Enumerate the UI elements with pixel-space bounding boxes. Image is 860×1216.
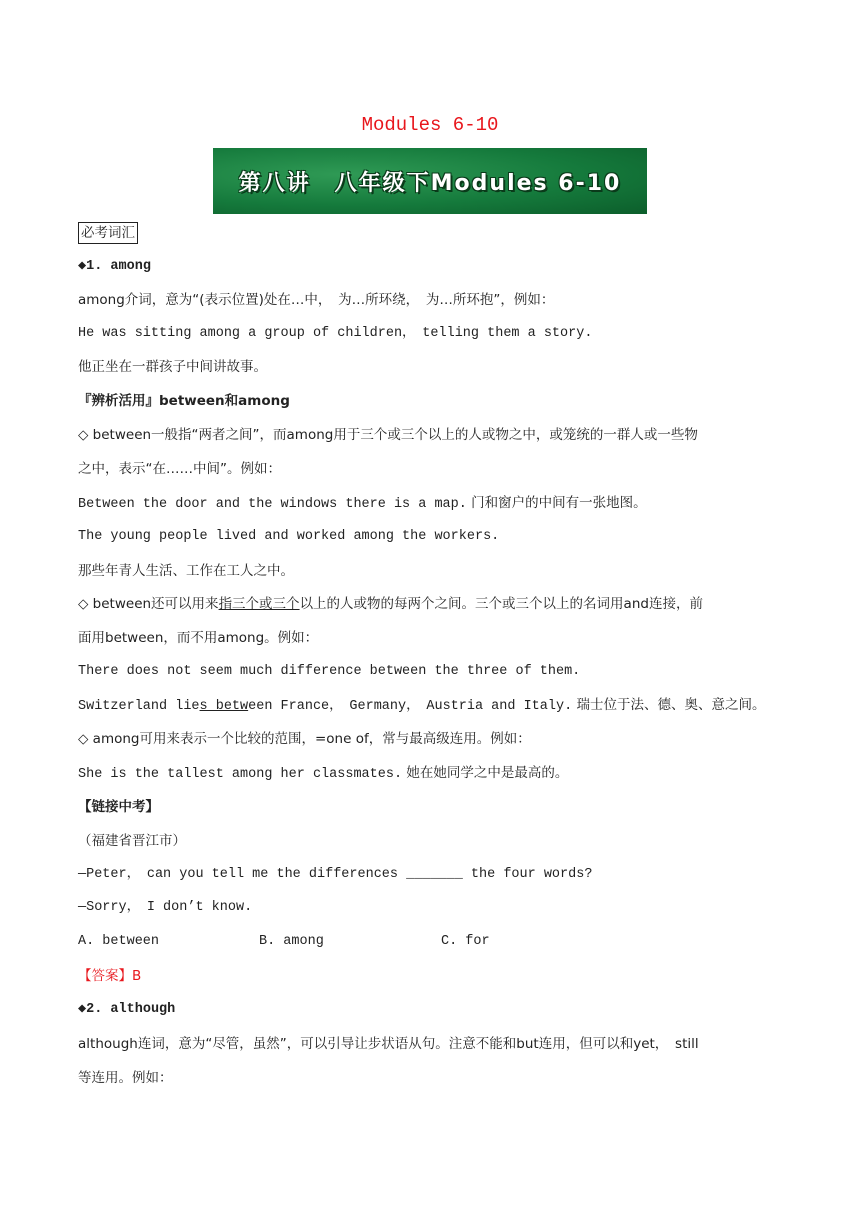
example1-cn: 门和窗户的中间有一张地图。 — [466, 495, 647, 511]
ex4-part-a: Switzerland lie — [78, 699, 200, 714]
p2-part-a: ◇ between还可以用来 — [78, 596, 219, 612]
p2-part-b: 以上的人或物的每两个之间。三个或三个以上的名词用and连接，前 — [299, 596, 703, 612]
section-box: 必考词汇 — [78, 222, 138, 244]
p2-underlined: 指三个或三个 — [218, 596, 300, 612]
banner-text: 第八讲 八年级下Modules 6-10 — [238, 170, 622, 196]
analysis-example2-en: The young people lived and worked among the workers. — [78, 529, 500, 544]
item1-definition: among介词，意为“(表示位置)处在…中， 为…所环绕， 为…所环抱”，例如： — [78, 292, 555, 308]
item2-def-line2: 等连用。例如： — [78, 1070, 173, 1086]
analysis-heading: 『辨析活用』between和among — [78, 393, 290, 409]
exam-source: （福建省晋江市） — [78, 833, 186, 849]
item2-heading: ◆2. although — [78, 1002, 176, 1017]
item1-heading: ◆1. among — [78, 259, 151, 274]
exam-option-b: B. among — [259, 934, 324, 949]
analysis-p2-line2: 面用between，而不用among。例如： — [78, 630, 319, 646]
analysis-example4 — [78, 695, 765, 717]
exam-question-line1: —Peter， can you tell me the differences _______ the four words? — [78, 867, 593, 882]
analysis-p1-line1: ◇ between一般指“两者之间”，而among用于三个或三个以上的人或物之中，或笼统的一群人或一些物 — [78, 427, 698, 443]
banner — [213, 148, 647, 214]
analysis-example3: There does not seem much difference between the three of them. — [78, 664, 581, 679]
ex4-underlined: s betw — [199, 699, 249, 714]
item1-example-en: He was sitting among a group of children， telling them a story. — [78, 326, 593, 341]
analysis-example2-cn: 那些年青人生活、工作在工人之中。 — [78, 563, 294, 579]
analysis-example1 — [78, 493, 647, 515]
exam-answer: 【答案】B — [78, 968, 142, 984]
ex4-part-b: een France， Germany， Austria and Italy. — [248, 699, 573, 714]
example5-cn: 她在她同学之中是最高的。 — [402, 765, 569, 781]
example1-en: Between the door and the windows there is a map. — [78, 497, 467, 512]
exam-option-a: A. between — [78, 934, 160, 949]
item1-example-cn: 他正坐在一群孩子中间讲故事。 — [78, 359, 267, 375]
exam-heading: 【链接中考】 — [78, 799, 159, 815]
item2-def-line1: although连词，意为“尽管，虽然”，可以引导让步状语从句。注意不能和but连用，但可以和yet， still — [78, 1036, 699, 1052]
page-title: Modules 6-10 — [361, 114, 499, 136]
ex4-cn: 瑞士位于法、德、奥、意之间。 — [572, 697, 766, 713]
analysis-example5 — [78, 763, 568, 785]
exam-option-c: C. for — [441, 934, 490, 949]
exam-question-line2: —Sorry， I don’t know. — [78, 900, 253, 915]
analysis-p2-line1 — [78, 594, 703, 614]
analysis-p1-line2: 之中，表示“在……中间”。例如： — [78, 461, 281, 477]
analysis-p3: ◇ among可用来表示一个比较的范围，=one of，常与最高级连用。例如： — [78, 731, 531, 747]
example5-en: She is the tallest among her classmates. — [78, 767, 403, 782]
